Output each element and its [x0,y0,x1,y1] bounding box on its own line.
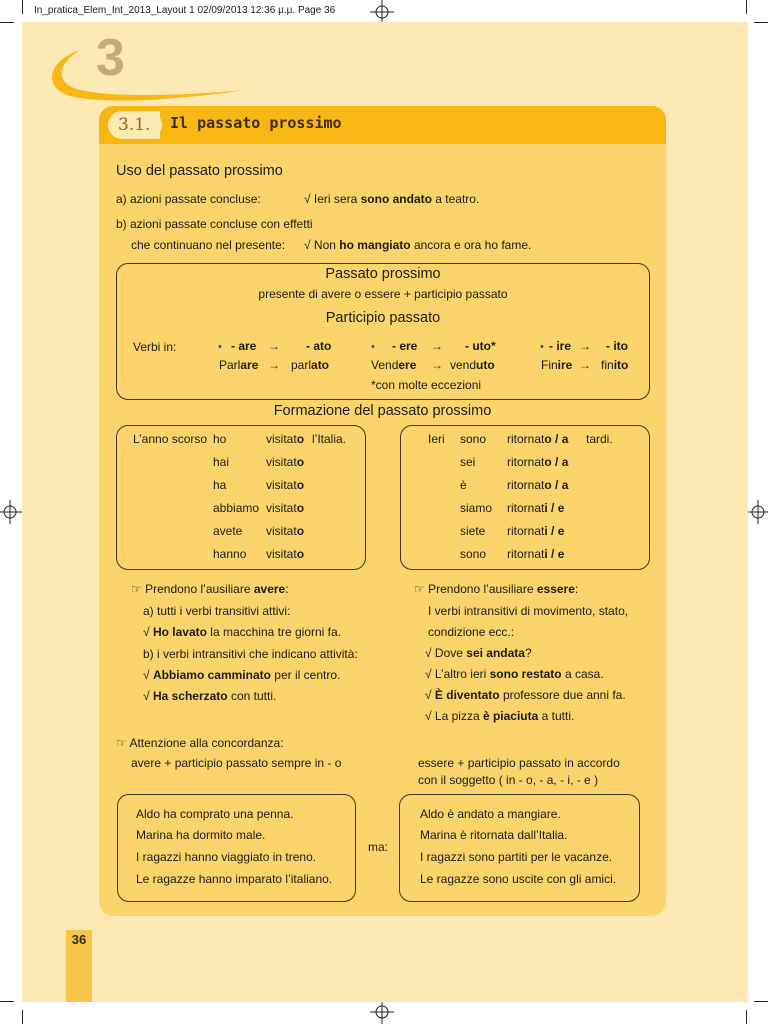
essere-row-participle: ritornati / e [507,524,565,538]
avere-concord-example: Marina ha dormito male. [136,828,266,842]
avere-example-2: √ Abbiamo camminato per il centro. [143,668,341,682]
section-title: Il passato prossimo [170,114,342,132]
avere-row-participle: visitato [266,524,305,538]
arrow-icon: → [268,358,280,372]
essere-row-aux: sono [460,547,487,561]
essere-example-4: √ La pizza è piaciuta a tutti. [425,709,575,723]
chapter-number: 3 [96,29,125,87]
avere-row-aux: abbiamo [213,501,260,515]
essere-row-participle: ritornati / e [507,501,565,515]
arrow-icon: → [431,339,443,353]
essere-rule-line-1: I verbi intransitivi di movimento, stato, [428,604,629,618]
pointing-hand-icon: ☞ [414,582,425,596]
passato-prossimo-title: Passato prossimo [325,266,441,282]
formazione-title: Formazione del passato prossimo [273,403,492,419]
uso-a-label: a) azioni passate concluse: [116,192,261,206]
uso-heading: Uso del passato prossimo [116,163,283,179]
essere-row-aux: sei [460,455,476,469]
example-finito: finito [601,358,629,372]
essere-example-3: √ È diventato professore due anni fa. [425,688,626,702]
example-parlare: Parlare [219,358,259,372]
avere-rule-a: a) tutti i verbi transitivi attivi: [143,604,291,618]
avere-row-aux: hai [213,455,230,469]
avere-rule-b: b) i verbi intransitivi che indicano attività: [143,647,358,661]
essere-intro: Ieri [428,432,445,446]
essere-row-participle: ritornato / a [507,478,569,492]
essere-row-aux: sono [460,432,487,446]
ending-uto: - uto* [465,339,496,353]
example-vendere: Vendere [371,358,417,372]
essere-example-2: √ L’altro ieri sono restato a casa. [425,667,604,681]
avere-row-participle: visitato [266,432,305,446]
pointing-hand-icon: ☞ [116,736,127,750]
verbi-in-label: Verbi in: [133,340,177,354]
arrow-icon: → [579,358,591,372]
crop-mark [0,22,14,23]
example-venduto: venduto [450,358,495,372]
ending-ito: - ito [606,339,628,353]
avere-rule-heading: ☞ Prendono l’ausiliare avere: [131,582,289,596]
concordanza-essere-rule-1: essere + participio passato in accordo [418,756,620,770]
essere-rule-line-2: condizione ecc.: [428,625,515,639]
arrow-icon: → [431,358,443,372]
uso-b-label: b) azioni passate concluse con effetti [116,217,313,231]
bullet: • [540,341,544,353]
uso-b-label-2: che continuano nel presente: [131,238,286,252]
concordanza-avere-rule: avere + participio passato sempre in - o [131,756,342,770]
crop-mark [746,0,747,14]
essere-row-participle: ritornato / a [507,432,569,446]
essere-example-1: √ Dove sei andata? [425,646,532,660]
essere-row-participle: ritornati / e [507,547,565,561]
essere-concord-example: I ragazzi sono partiti per le vacanze. [420,850,613,864]
crop-mark [746,1010,747,1024]
avere-row-aux: hanno [213,547,247,561]
print-slug: In_pratica_Elem_Int_2013_Layout 1 02/09/2013 12:36 μ.μ. Page 36 [34,5,336,16]
registration-mark-icon [368,998,396,1026]
essere-row-participle: ritornato / a [507,455,569,469]
ending-ato: - ato [306,339,332,353]
essere-row-aux: siamo [460,501,493,515]
bullet: • [218,341,222,353]
ending-ere: - ere [392,339,418,353]
essere-row-aux: siete [460,524,486,538]
avere-row-aux: avete [213,524,243,538]
uso-b-example: √ Non ho mangiato ancora e ora ho fame. [304,238,532,252]
avere-concord-example: I ragazzi hanno viaggiato in treno. [136,850,317,864]
arrow-icon: → [579,339,591,353]
essere-concord-example: Le ragazze sono uscite con gli amici. [420,872,617,886]
page-number: 36 [71,932,87,947]
concordanza-heading: ☞ Attenzione alla concordanza: [116,736,284,750]
avere-row-aux: ho [213,432,227,446]
crop-mark [22,1010,23,1024]
ending-ire: - ire [549,339,572,353]
example-parlato: parlato [291,358,330,372]
section-number: 3.1. [118,115,151,135]
avere-row-participle: visitato [266,455,305,469]
passato-prossimo-subtitle: presente di avere o essere + participio passato [258,287,508,301]
avere-tail: l’Italia. [312,432,347,446]
avere-row-participle: visitato [266,501,305,515]
bullet: • [371,341,375,353]
avere-concord-example: Aldo ha comprato una penna. [136,807,294,821]
participio-title: Participio passato [325,310,441,326]
ma-label: ma: [368,840,389,854]
avere-row-aux: ha [213,478,227,492]
registration-mark-icon [0,498,24,526]
crop-mark [0,1001,14,1002]
avere-example-1: √ Ho lavato la macchina tre giorni fa. [143,625,342,639]
concordanza-essere-rule-2: con il soggetto ( in - o, - a, - i, - e ) [418,773,599,787]
avere-row-participle: visitato [266,478,305,492]
essere-tail: tardi. [586,432,613,446]
essere-row-aux: è [460,478,467,492]
essere-rule-heading: ☞ Prendono l’ausiliare essere: [414,582,579,596]
essere-concord-example: Aldo è andato a mangiare. [420,807,561,821]
avere-concord-example: Le ragazze hanno imparato l’italiano. [136,872,333,886]
ending-are: - are [231,339,257,353]
avere-row-participle: visitato [266,547,305,561]
essere-concord-example: Marina è ritornata dall’Italia. [420,828,568,842]
arrow-icon: → [268,339,280,353]
crop-mark [754,22,768,23]
chapter-swoosh-icon [40,40,250,110]
example-finire: Finire [541,358,573,372]
pointing-hand-icon: ☞ [131,582,142,596]
crop-mark [22,0,23,14]
avere-intro: L’anno scorso [133,432,208,446]
eccezioni-note: *con molte eccezioni [371,378,482,392]
uso-a-example: √ Ieri sera sono andato a teatro. [304,192,480,206]
avere-example-3: √ Ha scherzato con tutti. [143,689,277,703]
crop-mark [754,1001,768,1002]
